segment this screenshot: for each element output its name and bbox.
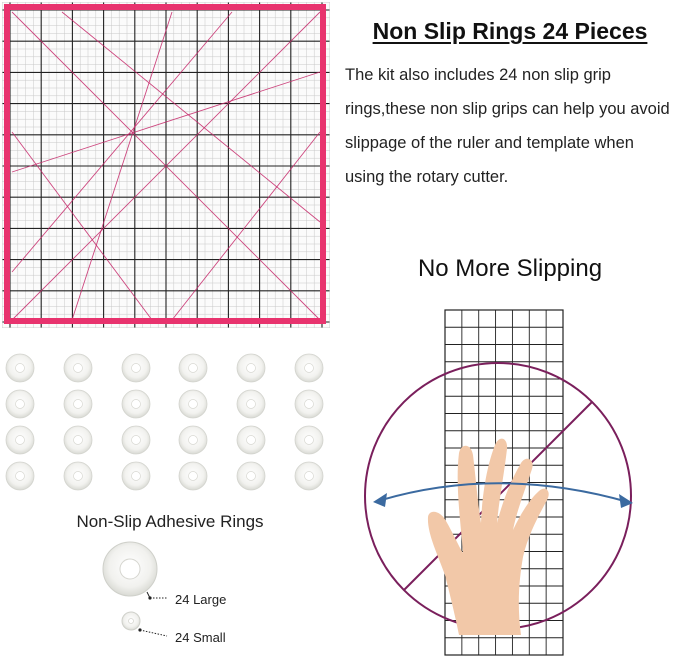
grip-ring-icon	[295, 390, 323, 418]
grip-ring-icon	[179, 354, 207, 382]
ruler-graphic	[2, 2, 330, 328]
grip-ring-icon	[64, 354, 92, 382]
grip-ring-icon	[295, 354, 323, 382]
large-ring-label: 24 Large	[175, 592, 227, 607]
rings-graphic	[0, 348, 340, 498]
grip-ring-icon	[237, 426, 265, 454]
description-text: The kit also includes 24 non slip grip rings,these non slip grips can help you avoid slippage of the ruler and template when using the rotary cutter.	[345, 66, 670, 186]
grip-ring-icon	[179, 390, 207, 418]
grip-ring-icon	[122, 462, 150, 490]
rings-caption: Non-Slip Adhesive Rings	[76, 512, 264, 531]
grip-ring-icon	[6, 390, 34, 418]
grip-ring-icon	[179, 462, 207, 490]
grip-ring-icon	[122, 354, 150, 382]
grip-ring-icon	[237, 354, 265, 382]
grip-ring-icon	[6, 462, 34, 490]
grip-ring-icon	[237, 462, 265, 490]
grip-ring-icon	[64, 462, 92, 490]
grip-ring-icon	[64, 390, 92, 418]
grip-ring-icon	[6, 426, 34, 454]
grip-ring-icon	[237, 390, 265, 418]
grip-ring-icon	[179, 426, 207, 454]
quilting-ruler-image	[2, 2, 330, 328]
grip-ring-icon	[64, 426, 92, 454]
section-title: Non Slip Rings 24 Pieces	[372, 18, 648, 44]
grip-ring-icon	[122, 390, 150, 418]
grip-ring-icon	[295, 462, 323, 490]
small-ring-label: 24 Small	[175, 630, 226, 645]
grip-ring-icon	[6, 354, 34, 382]
large-ring-icon	[103, 542, 157, 596]
grip-ring-icon	[295, 426, 323, 454]
arrow-left-head-icon	[373, 493, 387, 507]
grip-ring-icon	[122, 426, 150, 454]
diagram-graphic	[345, 295, 679, 660]
small-ring-icon	[122, 612, 140, 630]
no-slipping-diagram	[345, 295, 679, 660]
rings-grid	[0, 348, 340, 498]
no-slipping-title: No More Slipping	[417, 255, 603, 282]
